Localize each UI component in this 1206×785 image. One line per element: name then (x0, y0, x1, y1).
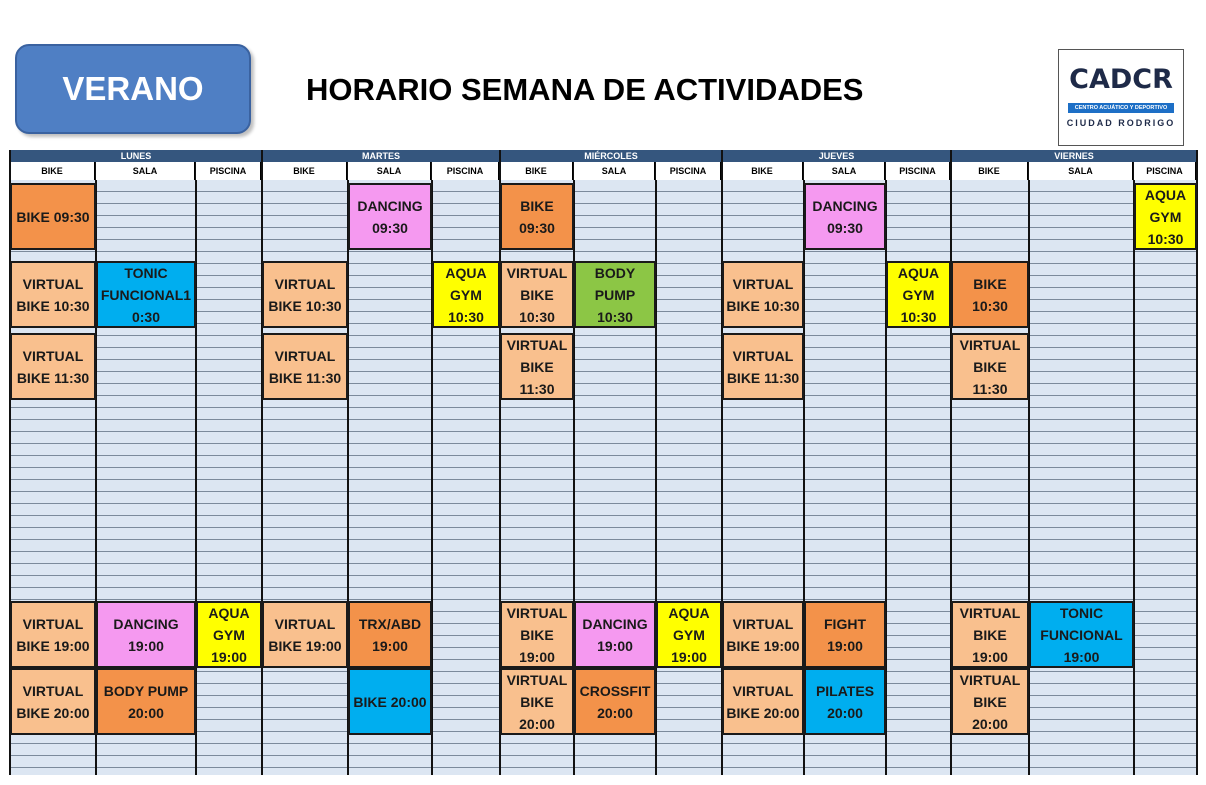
activity-line: 20:00 (597, 704, 633, 721)
activity-line: VIRTUAL (732, 275, 794, 292)
activity-block (500, 668, 574, 735)
logo-main-text: CADCR (1069, 64, 1173, 95)
day-header-2: MARTES (262, 150, 500, 162)
activity-block (574, 601, 656, 668)
activity-line: 19:00 (128, 637, 164, 654)
activity-text (208, 602, 249, 668)
activity-text (726, 680, 799, 724)
schedule-grid (10, 150, 1197, 775)
column-header: PISCINA (656, 162, 722, 180)
activity-text (268, 273, 341, 317)
activity-line: 20:00 (519, 715, 555, 732)
activity-line: 19:00 (597, 637, 633, 654)
activity-line: DANCING (812, 197, 878, 214)
activity-text (726, 613, 799, 657)
activity-block (804, 668, 886, 735)
logo-band-text: CENTRO ACUÁTICO Y DEPORTIVO (1068, 103, 1174, 113)
activity-line: DANCING (357, 197, 423, 214)
logo-sub-text: CIUDAD RODRIGO (1066, 118, 1176, 128)
activity-block (432, 261, 500, 328)
activity-line: 09:30 (519, 219, 555, 236)
activity-text (16, 206, 89, 228)
activity-text (445, 262, 486, 328)
day-header-5: VIERNES (951, 150, 1197, 162)
activity-text (104, 680, 189, 724)
activity-line: 19:00 (519, 648, 555, 665)
activity-line: BIKE 10:30 (268, 297, 342, 314)
activity-line: 11:30 (519, 380, 555, 397)
activity-line: GYM (673, 626, 705, 643)
activity-line: BIKE 19:00 (16, 637, 90, 654)
activity-text (727, 345, 799, 389)
activity-line: BIKE (973, 693, 1007, 710)
day-header-4: JUEVES (722, 150, 951, 162)
activity-block (262, 261, 348, 328)
activity-block (10, 261, 96, 328)
activity-line: 09:30 (827, 219, 863, 236)
activity-line: BIKE 20:00 (353, 693, 427, 710)
activity-block (574, 668, 656, 735)
activity-text (726, 273, 799, 317)
activity-block (10, 668, 96, 735)
activity-text (113, 613, 178, 657)
activity-line: 10:30 (519, 308, 555, 325)
activity-text (353, 691, 426, 713)
activity-line: VIRTUAL (732, 682, 794, 699)
column-header: PISCINA (196, 162, 262, 180)
activity-block (196, 601, 262, 668)
activity-line: BIKE (520, 693, 554, 710)
activity-line: BIKE 11:30 (268, 369, 342, 386)
activity-text (507, 262, 568, 328)
activity-line: BIKE 19:00 (268, 637, 342, 654)
activity-block (722, 601, 804, 668)
activity-block (574, 261, 656, 328)
activity-block (348, 668, 432, 735)
activity-text (269, 345, 341, 389)
activity-line: VIRTUAL (22, 615, 84, 632)
day-header-1: LUNES (10, 150, 262, 162)
activity-line: BIKE 09:30 (16, 208, 90, 225)
activity-line: AQUA (897, 264, 940, 281)
activity-text (507, 602, 568, 668)
activity-block (500, 261, 574, 328)
activity-text (668, 602, 709, 668)
activity-line: VIRTUAL (274, 615, 336, 632)
column-header: PISCINA (432, 162, 500, 180)
activity-line: VIRTUAL (506, 671, 568, 688)
activity-line: FUNCIONAL1 (100, 286, 192, 303)
activity-line: VIRTUAL (274, 275, 336, 292)
activity-line: AQUA (668, 604, 710, 621)
column-header: SALA (1029, 162, 1134, 180)
activity-block (722, 261, 804, 328)
activity-line: VIRTUAL (959, 671, 1021, 688)
activity-line: VIRTUAL (22, 347, 84, 364)
activity-line: VIRTUAL (732, 347, 794, 364)
activity-line: BIKE (520, 626, 554, 643)
activity-line: BIKE 19:00 (726, 637, 800, 654)
activity-line: FUNCIONAL (1040, 626, 1123, 643)
activity-text (595, 262, 635, 328)
activity-block (10, 333, 96, 400)
activity-line: TONIC (124, 264, 168, 281)
activity-line: VIRTUAL (732, 615, 794, 632)
column-header: SALA (804, 162, 886, 180)
activity-line: 09:30 (372, 219, 408, 236)
activity-text (824, 613, 866, 657)
activity-line: BIKE 11:30 (726, 369, 800, 386)
activity-line: GYM (902, 286, 935, 303)
activity-line: 10:30 (900, 308, 937, 325)
activity-line: DANCING (113, 615, 179, 632)
activity-block (804, 601, 886, 668)
activity-line: PUMP (594, 286, 636, 303)
activity-text (16, 613, 89, 657)
activity-block (722, 668, 804, 735)
activity-text (816, 680, 874, 724)
activity-block (262, 333, 348, 400)
activity-line: BODY (594, 264, 636, 281)
activity-line: 0:30 (131, 308, 160, 325)
activity-line: VIRTUAL (506, 336, 568, 353)
column-header: BIKE (262, 162, 348, 180)
activity-line: BIKE 20:00 (726, 704, 800, 721)
activity-text (812, 195, 877, 239)
activity-block (1134, 183, 1197, 250)
activity-block (951, 261, 1029, 328)
logo (1058, 49, 1184, 146)
column-header: BIKE (500, 162, 574, 180)
season-label: VERANO (15, 44, 251, 134)
activity-text (1145, 184, 1186, 250)
activity-line: 10:30 (1147, 230, 1184, 247)
activity-block (722, 333, 804, 400)
activity-block (500, 183, 574, 250)
column-header: PISCINA (886, 162, 951, 180)
activity-block (1029, 601, 1134, 668)
activity-text (972, 273, 1008, 317)
activity-line: 19:00 (211, 648, 247, 665)
activity-line: BODY PUMP (103, 682, 189, 699)
activity-line: BIKE (520, 358, 554, 375)
activity-text (1040, 602, 1122, 668)
column-divider (1133, 162, 1135, 775)
activity-text (359, 613, 421, 657)
activity-line: TRX/ABD (358, 615, 422, 632)
column-header: SALA (96, 162, 196, 180)
activity-line: VIRTUAL (959, 336, 1021, 353)
activity-line: CROSSFIT (579, 682, 651, 699)
activity-text (960, 602, 1021, 668)
column-header: BIKE (10, 162, 96, 180)
activity-block (951, 601, 1029, 668)
activity-line: GYM (1149, 208, 1182, 225)
activity-block (348, 183, 432, 250)
activity-line: 20:00 (128, 704, 164, 721)
activity-block (96, 668, 196, 735)
activity-line: 20:00 (827, 704, 863, 721)
activity-line: 19:00 (671, 648, 707, 665)
activity-block (10, 183, 96, 250)
activity-line: BIKE 20:00 (16, 704, 90, 721)
activity-line: BIKE (973, 626, 1007, 643)
activity-line: VIRTUAL (22, 682, 84, 699)
activity-text (898, 262, 939, 328)
activity-text (582, 613, 647, 657)
activity-line: VIRTUAL (274, 347, 336, 364)
activity-line: 10:30 (448, 308, 484, 325)
activity-line: 20:00 (972, 715, 1008, 732)
activity-line: 19:00 (827, 637, 863, 654)
column-header: BIKE (722, 162, 804, 180)
column-header: SALA (574, 162, 656, 180)
column-header: PISCINA (1134, 162, 1197, 180)
activity-line: BIKE (973, 358, 1007, 375)
activity-line: PILATES (815, 682, 875, 699)
column-header: SALA (348, 162, 432, 180)
activity-line: 10:30 (597, 308, 633, 325)
activity-line: BIKE (520, 286, 554, 303)
activity-line: DANCING (582, 615, 648, 632)
activity-line: GYM (450, 286, 482, 303)
activity-text (507, 669, 568, 735)
activity-line: GYM (213, 626, 245, 643)
activity-line: VIRTUAL (506, 264, 568, 281)
activity-line: AQUA (445, 264, 487, 281)
activity-block (262, 601, 348, 668)
day-header-3: MIÉRCOLES (500, 150, 722, 162)
activity-block (951, 668, 1029, 735)
activity-text (580, 680, 651, 724)
activity-line: VIRTUAL (22, 275, 84, 292)
column-header: BIKE (951, 162, 1029, 180)
day-divider (261, 150, 263, 775)
activity-text (960, 334, 1021, 400)
activity-line: BIKE 10:30 (16, 297, 90, 314)
activity-line: 10:30 (972, 297, 1008, 314)
activity-line: 19:00 (972, 648, 1008, 665)
activity-block (96, 261, 196, 328)
activity-line: 11:30 (972, 380, 1008, 397)
activity-line: 19:00 (372, 637, 408, 654)
activity-line: FIGHT (824, 615, 866, 632)
activity-text (17, 345, 89, 389)
activity-block (951, 333, 1029, 400)
activity-block (10, 601, 96, 668)
activity-text (268, 613, 341, 657)
activity-block (656, 601, 722, 668)
activity-block (500, 601, 574, 668)
activity-line: VIRTUAL (506, 604, 568, 621)
activity-block (886, 261, 951, 328)
activity-text (357, 195, 422, 239)
activity-line: TONIC (1059, 604, 1104, 621)
activity-line: VIRTUAL (959, 604, 1021, 621)
activity-text (960, 669, 1021, 735)
activity-text (16, 680, 89, 724)
activity-text (519, 195, 555, 239)
activity-line: BIKE (973, 275, 1007, 292)
activity-line: AQUA (1144, 186, 1187, 203)
activity-block (96, 601, 196, 668)
activity-line: AQUA (208, 604, 250, 621)
activity-line: 19:00 (1063, 648, 1100, 665)
activity-text (101, 262, 191, 328)
activity-text (16, 273, 89, 317)
activity-line: BIKE (520, 197, 554, 214)
activity-block (500, 333, 574, 400)
activity-line: BIKE 10:30 (726, 297, 800, 314)
activity-block (348, 601, 432, 668)
activity-text (507, 334, 568, 400)
activity-line: BIKE 11:30 (16, 369, 90, 386)
activity-block (804, 183, 886, 250)
page-title: HORARIO SEMANA DE ACTIVIDADES (306, 72, 864, 107)
